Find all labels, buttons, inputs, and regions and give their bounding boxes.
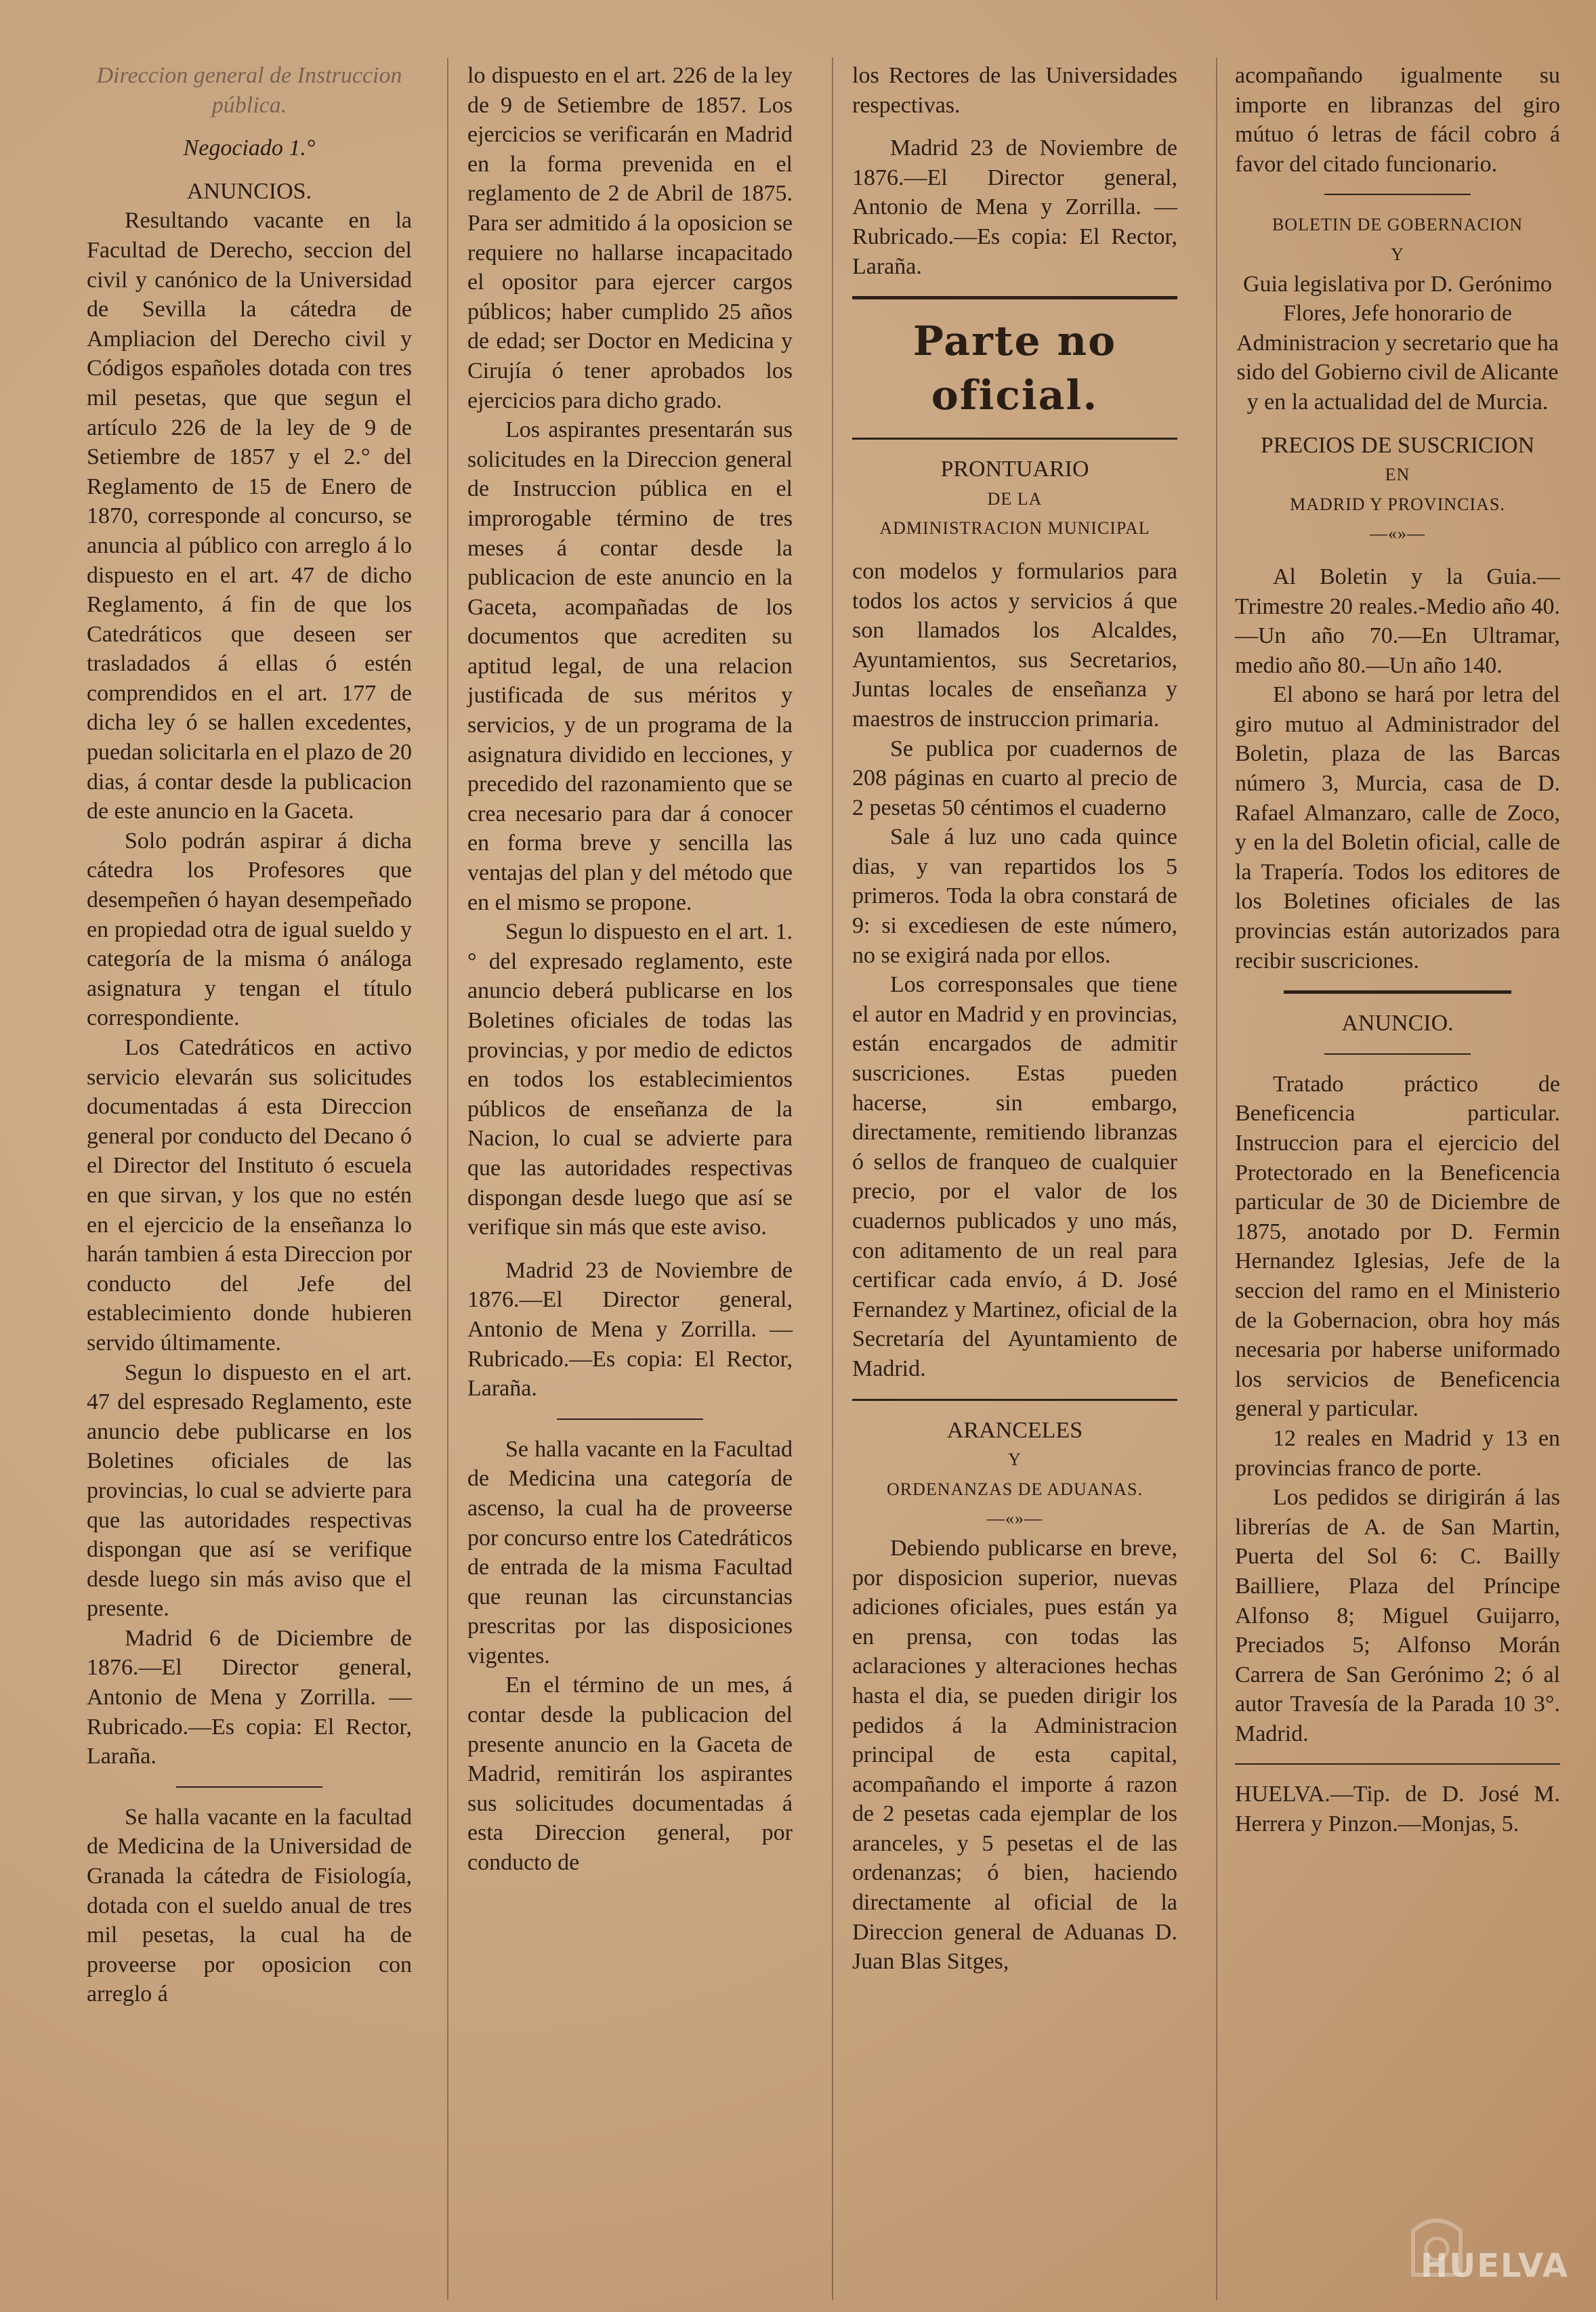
watermark-text: HUELVA <box>1421 2247 1569 2285</box>
paragraph: Se publica por cuadernos de 208 páginas en cuarto al precio de 2 pesetas 50 céntimos el cuaderno <box>852 736 1177 820</box>
paragraph: Los aspirantes presentarán sus solicitudes en la Direccion general de Instruccion pública en el improrogable término de tres meses á contar desde la publicacion de este anuncio en la Gaceta, acompañadas de los documentos que acrediten su aptitud legal, de una relacion justificada de sus méritos y servicios, y de un programa de la asignatura dividido en lecciones, y precedido del razonamiento que se crea necesario para dar á conocer en forma breve y sencilla las ventajas del plan y del método que en el mismo se propone. <box>467 417 793 915</box>
paragraph: Se halla vacante en la Facultad de Medicina una categoría de ascenso, la cual ha de proveerse por concurso entre los Catedráticos de entrada de la misma Facultad que reunan las circunstancias prescritas por las disposiciones vigentes. <box>467 1436 793 1668</box>
paragraph: Los corresponsales que tiene el autor en Madrid y en provincias, están encargados de admitir suscriciones. Estas pueden hacerse, sin embargo, directamente, remitiendo libranzas ó sellos de franqueo de cualquier precio, por el valor de los cuadernos publicados y uno más, con aditamento de un real para certificar cada envío, á D. José Fernandez y Martinez, oficial de la Secretaría del Ayuntamiento de Madrid. <box>852 972 1177 1381</box>
paragraph: Sale á luz uno cada quince dias, y van repartidos los 5 primeros. Toda la obra constará de 9: si excediesen de este número, no se exigirá nada por ellos. <box>852 824 1177 968</box>
divider <box>1324 194 1471 195</box>
divider <box>176 1786 322 1788</box>
aranceles-heading: ARANCELES <box>946 1417 1083 1443</box>
column-2 <box>467 61 793 1878</box>
column-divider <box>447 58 448 2300</box>
column-4 <box>1235 61 1560 1839</box>
ornament: —«»— <box>1370 524 1425 544</box>
paragraph: Al Boletin y la Guia.—Trimestre 20 reales.-Medio año 40.—Un año 70.—En Ultramar, medio año 80.—Un año 140. <box>1235 564 1560 678</box>
paragraph: con modelos y formularios para todos los actos y servicios á que son llamados los Alcaldes, Ayuntamientos, sus Secretarios, Juntas locales de enseñanza y maestros de instruccion primaria. <box>852 558 1177 732</box>
paragraph: Solo podrán aspirar á dicha cátedra los Profesores que desempeñen ó hayan desempeñado en propiedad otra de igual sueldo y categoría de la misma ó análoga asignatura y tengan el título correspondiente. <box>87 828 412 1031</box>
signature: Madrid 23 de Noviembre de 1876.—El Director general, Antonio de Mena y Zorrilla. —Rubricado.—Es copia: El Rector, Laraña. <box>852 135 1177 279</box>
parte-no-oficial-heading: Parte no oficial. <box>912 318 1117 420</box>
paragraph: Se halla vacante en la facultad de Medicina de la Universidad de Granada la cátedra de Fisiología, dotada con el sueldo anual de tres mil pesetas, la cual ha de proveerse por oposicion con arreglo á <box>87 1804 412 2007</box>
subheading: DE LA <box>987 488 1043 509</box>
paragraph: El abono se hará por letra del giro mutuo al Administrador del Boletin, plaza de las Barcas número 3, Murcia, casa de D. Rafael Almanzaro, calle de Zoco, y en la del Boletin oficial, calle de la Trapería. Todos los editores de los Boletines oficiales de las provincias están autorizados para recibir suscriciones. <box>1235 682 1560 973</box>
column-1 <box>87 61 412 2009</box>
divider <box>1284 990 1511 994</box>
paragraph: Los Catedráticos en activo servicio elevarán sus solicitudes documentadas á esta Direccion general por conducto del Decano ó el Director del Instituto ó escuela en que sirvan, y los que no estén en el ejercicio de la enseñanza lo harán tambien á esta Direccion por conducto del Jefe del establecimiento donde hubieren servido últimamente. <box>87 1035 412 1355</box>
paragraph: acompañando igualmente su importe en libranzas del giro mútuo ó letras de fácil cobro á favor del citado funcionario. <box>1235 63 1560 177</box>
paragraph: Debiendo publicarse en breve, por disposicion superior, nuevas adiciones oficiales, pues están ya en prensa, con todas las aclaraciones y alteraciones hechas hasta el dia, se pueden dirigir los pedidos á la Administracion principal de esta capital, acompañando el importe á razon de 2 pesetas cada ejemplar de los aranceles, y 5 pesetas el de las ordenanzas; ó bien, haciendo directamente al oficial de la Direccion general de Aduanas D. Juan Blas Sitges, <box>852 1535 1177 1975</box>
signature: Madrid 6 de Diciembre de 1876.—El Director general, Antonio de Mena y Zorrilla. —Rubricado.—Es copia: El Rector, Laraña. <box>87 1625 412 1769</box>
divider <box>852 296 1177 299</box>
subheading: ADMINISTRACION MUNICIPAL <box>879 518 1150 539</box>
paragraph: Guia legislativa por D. Gerónimo Flores, Jefe honorario de Administracion y secretario que ha sido del Gobierno civil de Alicante y en la actualidad del de Murcia. <box>1236 271 1559 415</box>
column-3 <box>852 61 1177 1977</box>
ornament: —«»— <box>987 1509 1043 1529</box>
paragraph: Segun lo dispuesto en el art. 1.° del expresado reglamento, este anuncio deberá publicarse en los Boletines oficiales de todas las provincias, y por medio de edictos en todos los establecimientos públicos de enseñanza de la Nacion, lo cual se advierte para que las autoridades respectivas dispongan desde luego que así se verifique sin más que este aviso. <box>467 919 793 1240</box>
subheading: Y <box>1391 244 1404 264</box>
precios-heading: PRECIOS DE SUSCRICION <box>1260 432 1535 458</box>
divider <box>852 1399 1177 1401</box>
subheading: MADRID Y PROVINCIAS. <box>1290 494 1505 514</box>
anuncios-heading: ANUNCIOS. <box>186 178 312 204</box>
divider <box>852 438 1177 440</box>
divider <box>1235 1763 1560 1765</box>
paragraph: Resultando vacante en la Facultad de Derecho, seccion del civil y canónico de la Universidad de Sevilla la cátedra de Ampliacion del Derecho civil y Códigos españoles dotada con tres mil pesetas, que que segun el artículo 226 de la ley de 9 de Setiembre de 1857 y el 2.° del Reglamento de 15 de Enero de 1870, corresponde al concurso, se anuncia al público con arreglo á lo dispuesto en el art. 47 de dicho Reglamento, á fin de que los Catedráticos que deseen ser trasladados á ellas ó estén comprendidos en el art. 177 de dicha ley ó se hallen excedentes, puedan solicitarla en el plazo de 20 dias, á contar desde la publicacion de este anuncio en la Gaceta. <box>87 208 412 824</box>
divider <box>557 1418 703 1420</box>
prontuario-heading: PRONTUARIO <box>940 457 1089 482</box>
printer-imprint: HUELVA.—Tip. de D. José M. Herrera y Pinzon.—Monjas, 5. <box>1235 1782 1560 1837</box>
divider <box>1324 1053 1471 1055</box>
negociado: Negociado 1.° <box>183 135 316 161</box>
subheading: ORDENANZAS DE ADUANAS. <box>886 1479 1143 1499</box>
paragraph: Los pedidos se dirigirán á las librerías de A. de San Martin, Puerta del Sol 6: C. Bailly Bailliere, Plaza del Príncipe Alfonso 8; Miguel Guijarro, Preciados 5; Alfonso Morán Carrera de San Gerónimo 2; ó al autor Travesía de la Parada 10 3°. Madrid. <box>1235 1485 1560 1746</box>
anuncio-heading: ANUNCIO. <box>1341 1011 1454 1036</box>
subheading: EN <box>1385 465 1410 485</box>
column-divider <box>832 58 833 2300</box>
paragraph: Tratado práctico de Beneficencia particular. Instruccion para el ejercicio del Protectorado en la Beneficencia particular de 30 de Diciembre de 1875, anotado por D. Fermin Hernandez Iglesias, Jefe de la seccion del ramo en el Ministerio de la Gobernacion, obra hoy más necesaria por haberse uniformado los servicios de Beneficencia general y particular. <box>1235 1071 1560 1422</box>
boletin-heading: BOLETIN DE GOBERNACION <box>1272 215 1524 235</box>
paragraph: lo dispuesto en el art. 226 de la ley de 9 de Setiembre de 1857. Los ejercicios se verificarán en Madrid en la forma prevenida en el reglamento de 2 de Abril de 1875. Para ser admitido á la oposicion se requiere no hallarse incapacitado el opositor para ejercer cargos públicos; haber cumplido 25 años de edad; ser Doctor en Medicina y Cirujía ó tener aprobados los ejercicios para dicho grado. <box>467 63 793 413</box>
subheading: Y <box>1008 1450 1022 1470</box>
signature: Madrid 23 de Noviembre de 1876.—El Director general, Antonio de Mena y Zorrilla. —Rubricado.—Es copia: El Rector, Laraña. <box>467 1257 793 1402</box>
paragraph: los Rectores de las Universidades respectivas. <box>852 63 1177 118</box>
paragraph: Segun lo dispuesto en el art. 47 del espresado Reglamento, este anuncio debe publicarse en los Boletines oficiales de las provincias, lo cual se advierte para que las autoridades respectivas dispongan que así se verifique desde luego sin más aviso que el presente. <box>87 1360 412 1622</box>
paragraph: En el término de un mes, á contar desde la publicacion del presente anuncio en la Gaceta de Madrid, remitirán los aspirantes sus solicitudes documentadas á esta Direccion general, por conducto de <box>467 1673 793 1876</box>
column-divider <box>1216 58 1217 2300</box>
paragraph: 12 reales en Madrid y 13 en provincias franco de porte. <box>1235 1425 1560 1481</box>
section-header: Direccion general de Instruccion <box>96 63 402 88</box>
section-header-2: pública. <box>211 92 287 118</box>
